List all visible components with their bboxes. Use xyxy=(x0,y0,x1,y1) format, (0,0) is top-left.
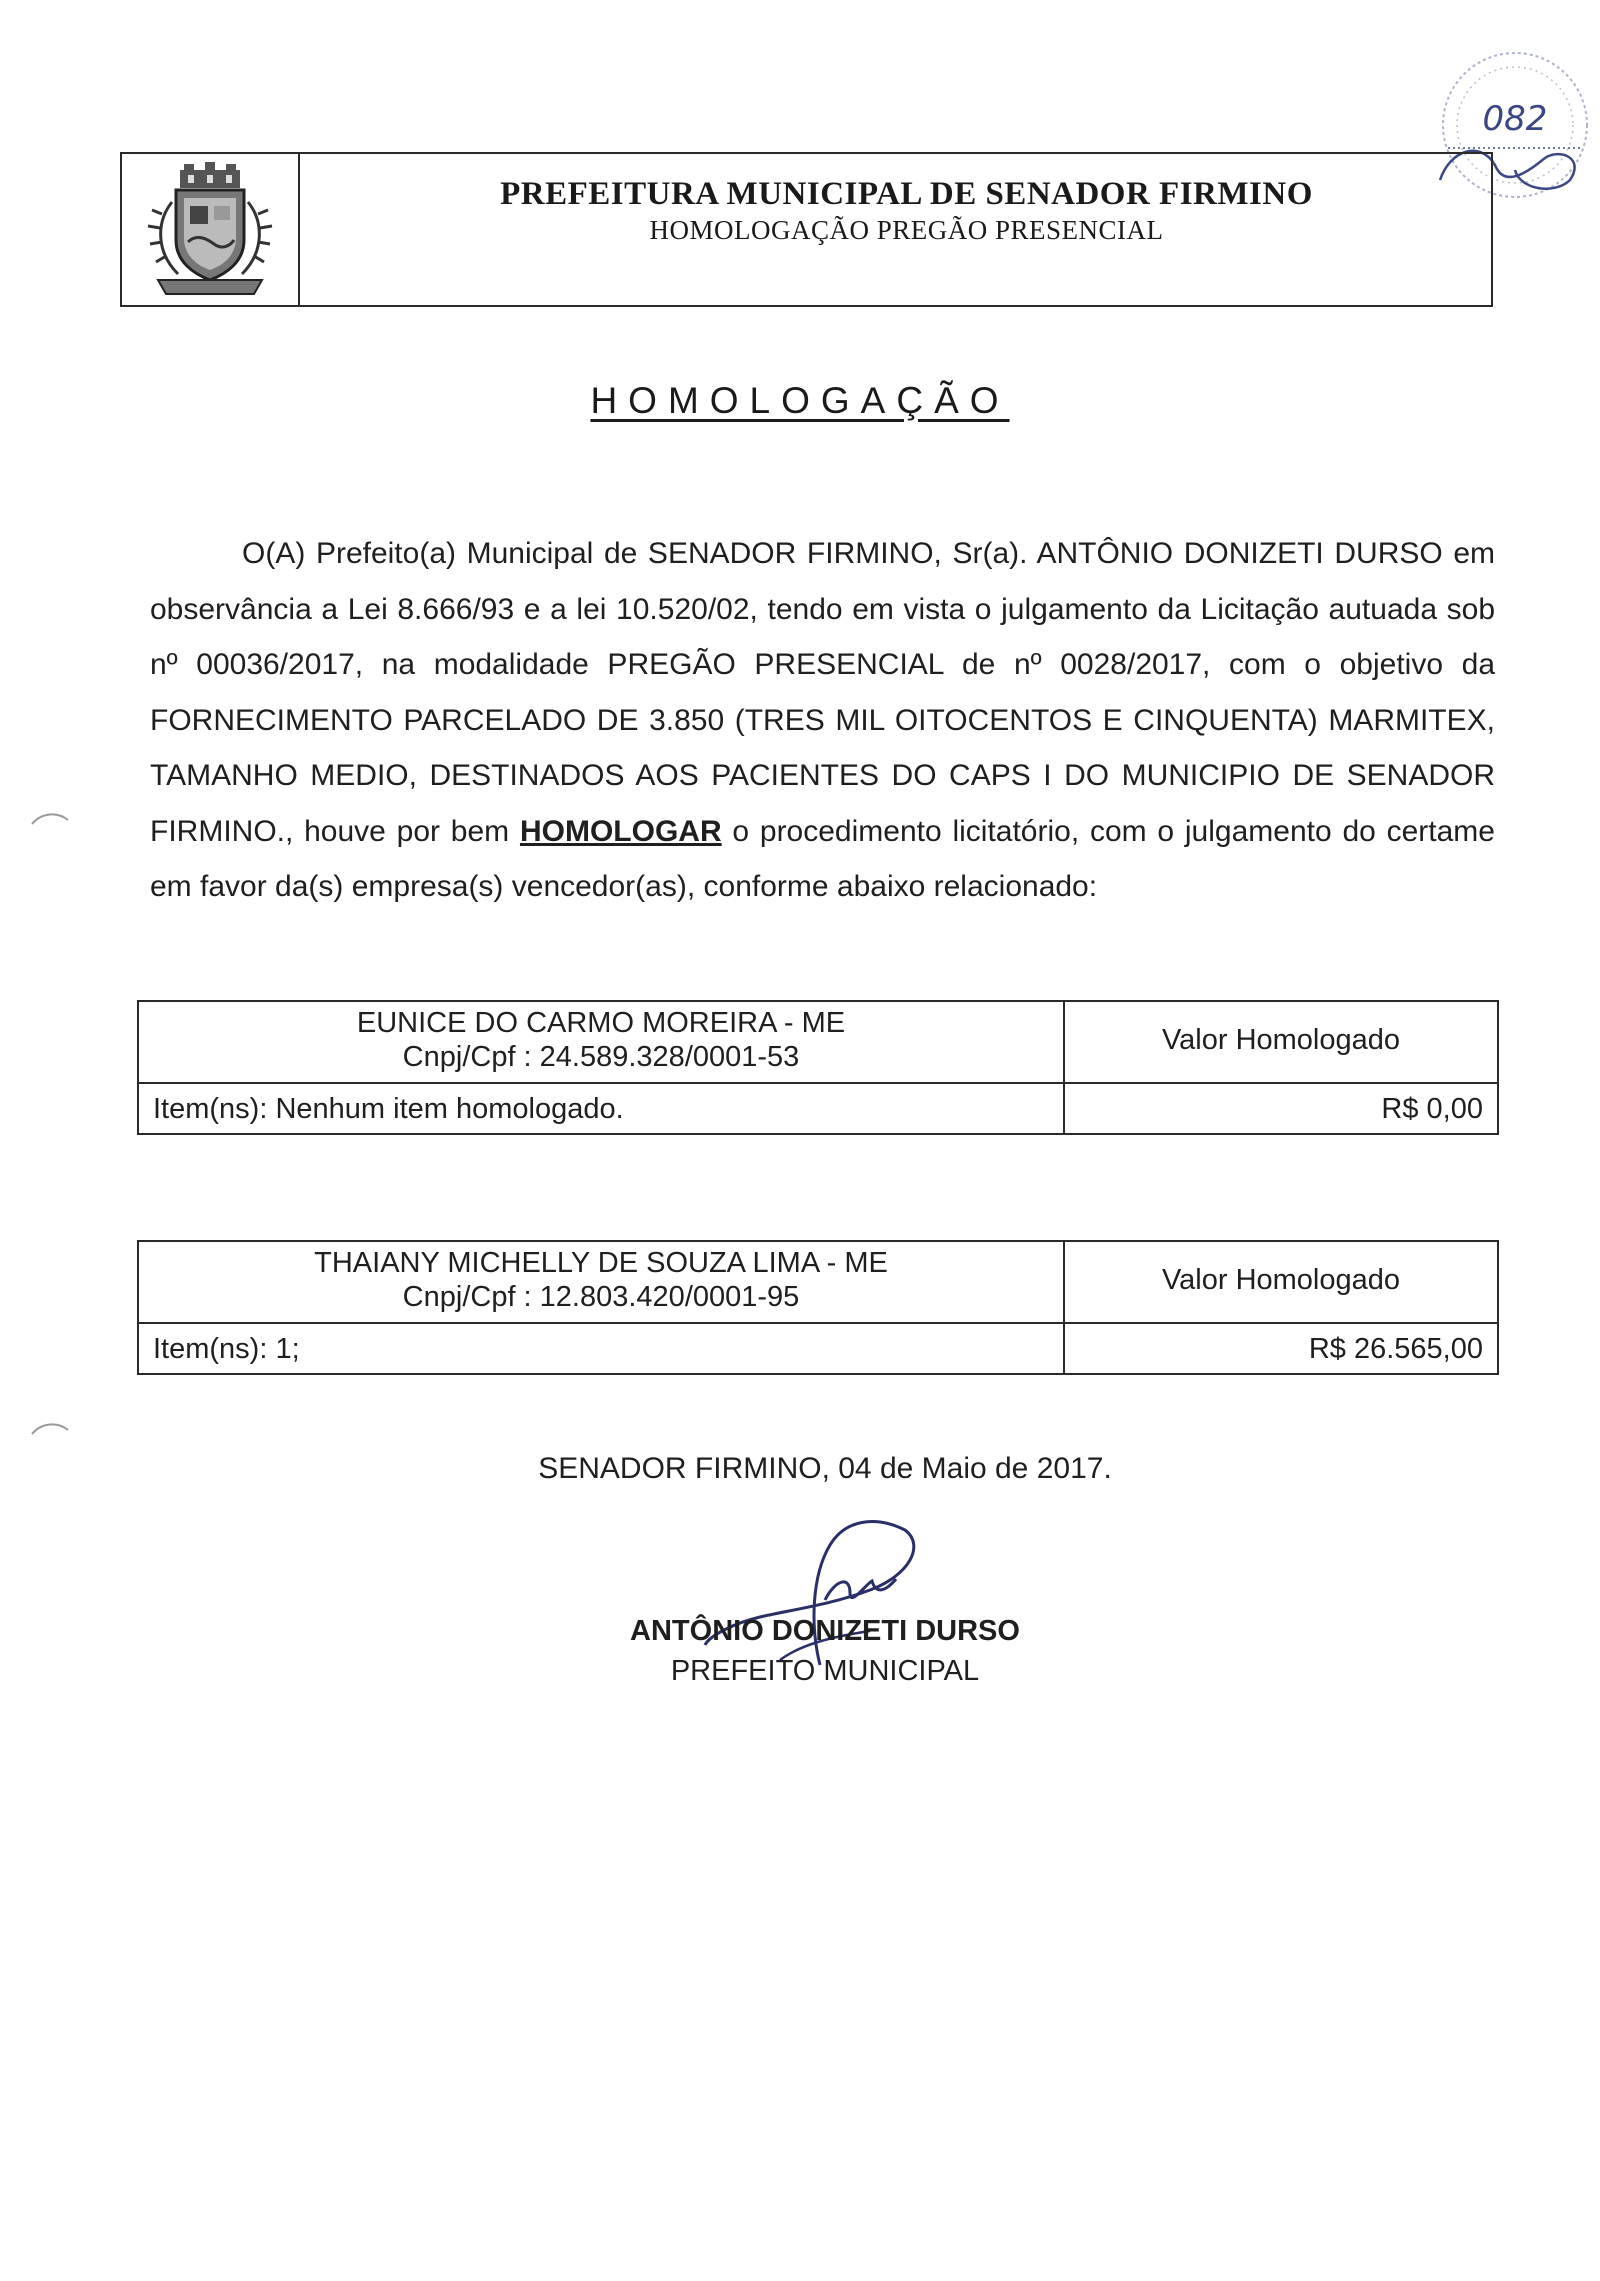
signer-role: PREFEITO MUNICIPAL xyxy=(670,1655,980,1687)
header-text xyxy=(302,176,1491,246)
amount-cell: R$ 0,00 xyxy=(1381,1093,1483,1125)
company-cnpj: Cnpj/Cpf : 24.589.328/0001-53 xyxy=(402,1041,800,1073)
amount-cell: R$ 26.565,00 xyxy=(1308,1333,1483,1365)
logo-cell xyxy=(122,154,300,305)
company-name: THAIANY MICHELLY DE SOUZA LIMA - ME xyxy=(314,1247,888,1279)
items-cell: Item(ns): 1; xyxy=(153,1333,300,1365)
company-cnpj: Cnpj/Cpf : 12.803.420/0001-95 xyxy=(402,1281,800,1313)
municipal-crest-logo xyxy=(134,162,286,298)
punch-mark xyxy=(30,1420,70,1436)
homologar-emphasis: HOMOLOGAR xyxy=(519,814,722,848)
municipality-title: PREFEITURA MUNICIPAL DE SENADOR FIRMINO xyxy=(500,176,1313,212)
value-label: Valor Homologado xyxy=(1161,1024,1401,1056)
handwritten-signature xyxy=(700,1505,930,1680)
document-title: HOMOLOGAÇÃO xyxy=(590,380,1010,421)
value-label: Valor Homologado xyxy=(1161,1264,1401,1296)
document-type-subtitle: HOMOLOGAÇÃO PREGÃO PRESENCIAL xyxy=(649,215,1164,245)
place-and-date: SENADOR FIRMINO, 04 de Maio de 2017. xyxy=(538,1452,1112,1485)
company-name: EUNICE DO CARMO MOREIRA - ME xyxy=(356,1007,846,1039)
header-box xyxy=(120,152,1493,307)
winner-table xyxy=(137,1000,1499,1135)
signer-name: ANTÔNIO DONIZETI DURSO xyxy=(630,1615,1020,1647)
body-text-part1: O(A) Prefeito(a) Municipal de SENADOR FIRMINO, Sr(a). ANTÔNIO DONIZETI DURSO em observância a Lei 8.666/93 e a lei 10.520/02, tendo em vista o julgamento da Licitação autuada sob nº 00036/2017, na modalidade PREGÃO PRESENCIAL de nº 0028/2017, com o objetivo da FORNECIMENTO PARCELADO DE 3.850 (TRES MIL OITOCENTOS E CINQUENTA) MARMITEX, TAMANHO MEDIO, DESTINADOS AOS PACIENTES DO CAPS I DO MUNICIPIO DE SENADOR FIRMINO., houve por bem xyxy=(150,537,1495,848)
winner-company-cell xyxy=(139,1246,1063,1314)
body-paragraph xyxy=(150,526,1495,915)
winner-table xyxy=(137,1240,1499,1375)
punch-mark xyxy=(30,810,70,826)
items-cell: Item(ns): Nenhum item homologado. xyxy=(153,1093,624,1125)
winner-company-cell xyxy=(139,1006,1063,1074)
body-text-part2: o procedimento licitatório, com o julgamento do certame em favor da(s) empresa(s) vencedor(as), conforme abaixo relacionado: xyxy=(150,814,1495,903)
stamp-number: 082 xyxy=(1482,99,1548,139)
